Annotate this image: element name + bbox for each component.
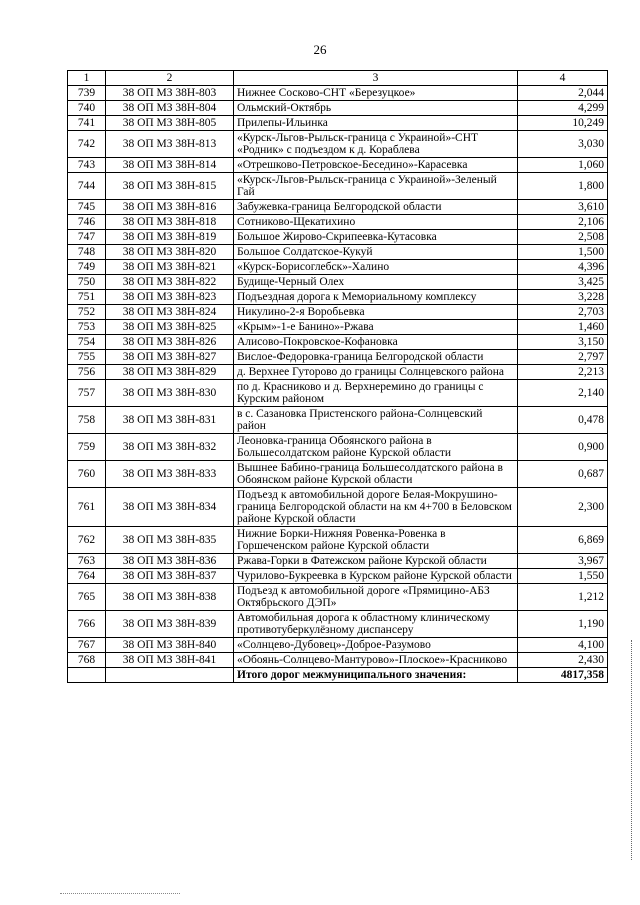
road-code: 38 ОП МЗ 38Н-820 <box>106 245 234 260</box>
road-code: 38 ОП МЗ 38Н-840 <box>106 638 234 653</box>
row-number: 762 <box>68 527 106 554</box>
road-length: 4,100 <box>518 638 608 653</box>
road-name: «Отрешково-Петровское-Беседино»-Карасевка <box>234 158 518 173</box>
road-code: 38 ОП МЗ 38Н-813 <box>106 131 234 158</box>
road-length: 6,869 <box>518 527 608 554</box>
row-number: 758 <box>68 407 106 434</box>
road-name: Алисово-Покровское-Кофановка <box>234 335 518 350</box>
road-name: Подъезд к автомобильной дороге Белая-Мокрушино-граница Белгородской области на км 4+700 в Беловском районе Курской области <box>234 488 518 527</box>
road-name: Леоновка-граница Обоянского района в Большесолдатском районе Курской области <box>234 434 518 461</box>
road-code: 38 ОП МЗ 38Н-814 <box>106 158 234 173</box>
road-length: 0,478 <box>518 407 608 434</box>
road-name: Никулино-2-я Воробьевка <box>234 305 518 320</box>
road-code: 38 ОП МЗ 38Н-829 <box>106 365 234 380</box>
road-code: 38 ОП МЗ 38Н-819 <box>106 230 234 245</box>
road-length: 3,030 <box>518 131 608 158</box>
table-row <box>68 653 608 668</box>
road-length: 2,140 <box>518 380 608 407</box>
road-length: 1,500 <box>518 245 608 260</box>
road-length: 3,610 <box>518 200 608 215</box>
table-row <box>68 554 608 569</box>
table-header-row <box>68 71 608 86</box>
road-code: 38 ОП МЗ 38Н-816 <box>106 200 234 215</box>
table-row <box>68 290 608 305</box>
road-code: 38 ОП МЗ 38Н-832 <box>106 434 234 461</box>
row-number: 750 <box>68 275 106 290</box>
table-row <box>68 215 608 230</box>
column-header: 1 <box>68 71 106 86</box>
total-row <box>68 668 608 683</box>
road-name: Подъездная дорога к Мемориальному комплексу <box>234 290 518 305</box>
table-row <box>68 86 608 101</box>
row-number: 742 <box>68 131 106 158</box>
row-number: 760 <box>68 461 106 488</box>
row-number: 764 <box>68 569 106 584</box>
road-length: 0,687 <box>518 461 608 488</box>
table-row <box>68 173 608 200</box>
road-name: в с. Сазановка Пристенского района-Солнцевский район <box>234 407 518 434</box>
road-code: 38 ОП МЗ 38Н-803 <box>106 86 234 101</box>
road-code: 38 ОП МЗ 38Н-818 <box>106 215 234 230</box>
row-number: 749 <box>68 260 106 275</box>
road-name: Ржава-Горки в Фатежском районе Курской области <box>234 554 518 569</box>
road-length: 0,900 <box>518 434 608 461</box>
row-number: 752 <box>68 305 106 320</box>
column-header: 3 <box>234 71 518 86</box>
table-row <box>68 230 608 245</box>
row-number: 741 <box>68 116 106 131</box>
total-label: Итого дорог межмуниципального значения: <box>234 668 518 683</box>
table-row <box>68 434 608 461</box>
row-number: 757 <box>68 380 106 407</box>
road-length: 2,430 <box>518 653 608 668</box>
table-row <box>68 116 608 131</box>
table-row <box>68 569 608 584</box>
column-header: 4 <box>518 71 608 86</box>
margin-mark <box>631 640 634 860</box>
row-number: 745 <box>68 200 106 215</box>
roads-table <box>67 70 608 683</box>
table-row <box>68 101 608 116</box>
road-code: 38 ОП МЗ 38Н-815 <box>106 173 234 200</box>
road-code: 38 ОП МЗ 38Н-841 <box>106 653 234 668</box>
table-row <box>68 275 608 290</box>
road-code: 38 ОП МЗ 38Н-827 <box>106 350 234 365</box>
road-name: д. Верхнее Гуторово до границы Солнцевского района <box>234 365 518 380</box>
table-row <box>68 245 608 260</box>
row-number: 755 <box>68 350 106 365</box>
table-row <box>68 611 608 638</box>
row-number: 744 <box>68 173 106 200</box>
column-header: 2 <box>106 71 234 86</box>
row-number: 743 <box>68 158 106 173</box>
road-length: 2,044 <box>518 86 608 101</box>
road-length: 2,300 <box>518 488 608 527</box>
row-number: 754 <box>68 335 106 350</box>
table-row <box>68 131 608 158</box>
table-row <box>68 461 608 488</box>
row-number: 739 <box>68 86 106 101</box>
road-code: 38 ОП МЗ 38Н-824 <box>106 305 234 320</box>
road-name: «Обоянь-Солнцево-Мантурово»-Плоское»-Красниково <box>234 653 518 668</box>
road-length: 1,550 <box>518 569 608 584</box>
table-row <box>68 584 608 611</box>
road-length: 2,106 <box>518 215 608 230</box>
road-name: Нижние Борки-Нижняя Ровенка-Ровенка в Горшеченском районе Курской области <box>234 527 518 554</box>
road-length: 2,703 <box>518 305 608 320</box>
road-length: 1,190 <box>518 611 608 638</box>
road-length: 1,460 <box>518 320 608 335</box>
road-length: 3,967 <box>518 554 608 569</box>
page-number: 26 <box>313 42 327 57</box>
road-length: 2,797 <box>518 350 608 365</box>
table-row <box>68 407 608 434</box>
row-number: 753 <box>68 320 106 335</box>
road-code: 38 ОП МЗ 38Н-822 <box>106 275 234 290</box>
road-code: 38 ОП МЗ 38Н-821 <box>106 260 234 275</box>
road-name: Большое Жирово-Скрипеевка-Кутасовка <box>234 230 518 245</box>
total-empty-cell <box>106 668 234 683</box>
road-name: Большое Солдатское-Кукуй <box>234 245 518 260</box>
row-number: 765 <box>68 584 106 611</box>
road-name: «Курск-Льгов-Рыльск-граница с Украиной»-СНТ «Родник» с подъездом к д. Кораблева <box>234 131 518 158</box>
road-code: 38 ОП МЗ 38Н-823 <box>106 290 234 305</box>
row-number: 746 <box>68 215 106 230</box>
table-body <box>68 86 608 668</box>
table-row <box>68 305 608 320</box>
road-name: Автомобильная дорога к областному клиническому противотуберкулёзному диспансеру <box>234 611 518 638</box>
road-code: 38 ОП МЗ 38Н-834 <box>106 488 234 527</box>
road-name: Забужевка-граница Белгородской области <box>234 200 518 215</box>
road-length: 4,299 <box>518 101 608 116</box>
road-code: 38 ОП МЗ 38Н-831 <box>106 407 234 434</box>
total-empty-cell <box>68 668 106 683</box>
road-code: 38 ОП МЗ 38Н-833 <box>106 461 234 488</box>
road-name: «Солнцево-Дубовец»-Доброе-Разумово <box>234 638 518 653</box>
row-number: 751 <box>68 290 106 305</box>
row-number: 761 <box>68 488 106 527</box>
row-number: 768 <box>68 653 106 668</box>
road-length: 1,212 <box>518 584 608 611</box>
road-name: Нижнее Сосково-СНТ «Березуцкое» <box>234 86 518 101</box>
row-number: 747 <box>68 230 106 245</box>
row-number: 756 <box>68 365 106 380</box>
road-code: 38 ОП МЗ 38Н-830 <box>106 380 234 407</box>
road-name: Прилепы-Ильинка <box>234 116 518 131</box>
road-name: Вислое-Федоровка-граница Белгородской области <box>234 350 518 365</box>
road-code: 38 ОП МЗ 38Н-804 <box>106 101 234 116</box>
table-row <box>68 638 608 653</box>
row-number: 759 <box>68 434 106 461</box>
road-code: 38 ОП МЗ 38Н-838 <box>106 584 234 611</box>
road-length: 10,249 <box>518 116 608 131</box>
road-code: 38 ОП МЗ 38Н-805 <box>106 116 234 131</box>
road-length: 3,425 <box>518 275 608 290</box>
road-name: «Крым»-1-е Банино»-Ржава <box>234 320 518 335</box>
road-name: «Курск-Борисоглебск»-Халино <box>234 260 518 275</box>
row-number: 740 <box>68 101 106 116</box>
bottom-mark <box>60 893 180 894</box>
road-length: 2,213 <box>518 365 608 380</box>
road-length: 2,508 <box>518 230 608 245</box>
road-name: «Курск-Льгов-Рыльск-граница с Украиной»-Зеленый Гай <box>234 173 518 200</box>
road-name: Подъезд к автомобильной дороге «Прямицино-АБЗ Октябрьского ДЭП» <box>234 584 518 611</box>
table-row <box>68 158 608 173</box>
total-value: 4817,358 <box>518 668 608 683</box>
table-row <box>68 260 608 275</box>
table-row <box>68 380 608 407</box>
table-row <box>68 365 608 380</box>
road-name: по д. Красниково и д. Верхнеремино до границы с Курским районом <box>234 380 518 407</box>
road-name: Вышнее Бабино-граница Большесолдатского района в Обоянском районе Курской области <box>234 461 518 488</box>
road-length: 1,800 <box>518 173 608 200</box>
table-row <box>68 350 608 365</box>
road-code: 38 ОП МЗ 38Н-836 <box>106 554 234 569</box>
row-number: 766 <box>68 611 106 638</box>
road-code: 38 ОП МЗ 38Н-826 <box>106 335 234 350</box>
row-number: 748 <box>68 245 106 260</box>
road-code: 38 ОП МЗ 38Н-839 <box>106 611 234 638</box>
road-code: 38 ОП МЗ 38Н-837 <box>106 569 234 584</box>
road-name: Ольмский-Октябрь <box>234 101 518 116</box>
road-length: 1,060 <box>518 158 608 173</box>
road-name: Чурилово-Букреевка в Курском районе Курской области <box>234 569 518 584</box>
road-code: 38 ОП МЗ 38Н-835 <box>106 527 234 554</box>
road-name: Будище-Черный Олех <box>234 275 518 290</box>
table-row <box>68 527 608 554</box>
road-code: 38 ОП МЗ 38Н-825 <box>106 320 234 335</box>
road-length: 3,150 <box>518 335 608 350</box>
row-number: 767 <box>68 638 106 653</box>
table-row <box>68 200 608 215</box>
road-length: 3,228 <box>518 290 608 305</box>
row-number: 763 <box>68 554 106 569</box>
road-length: 4,396 <box>518 260 608 275</box>
table-row <box>68 320 608 335</box>
table-row <box>68 335 608 350</box>
road-name: Сотниково-Щекатихино <box>234 215 518 230</box>
table-row <box>68 488 608 527</box>
